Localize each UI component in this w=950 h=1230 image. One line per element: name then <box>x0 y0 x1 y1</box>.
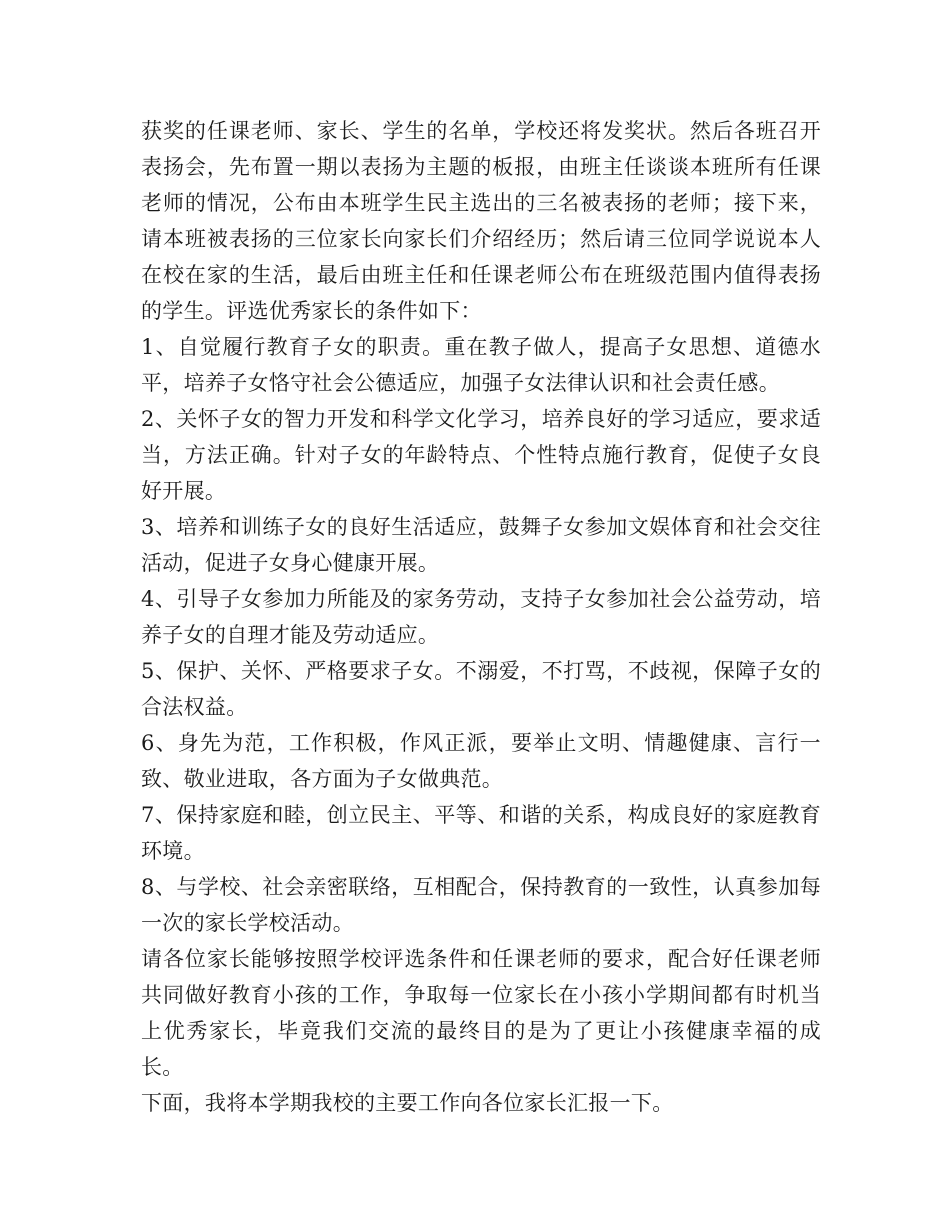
intro-paragraph: 获奖的任课老师、家长、学生的名单，学校还将发奖状。然后各班召开表扬会，先布置一期以表扬为主题的板报，由班主任谈谈本班所有任课老师的情况，公布由本班学生民主选出的三名被表扬的老师；接下来，请本班被表扬的三位家长向家长们介绍经历；然后请三位同学说说本人在校在家的生活，最后由班主任和任课老师公布在班级范围内值得表扬的学生。评选优秀家长的条件如下： <box>141 119 821 323</box>
criterion-8: 8、与学校、社会亲密联络，互相配合，保持教育的一致性，认真参加每一次的家长学校活动。 <box>141 875 821 935</box>
criterion-2: 2、关怀子女的智力开发和科学文化学习，培养良好的学习适应，要求适当，方法正确。针对子女的年龄特点、个性特点施行教育，促使子女良好开展。 <box>141 407 821 503</box>
criterion-4: 4、引导子女参加力所能及的家务劳动，支持子女参加社会公益劳动，培养子女的自理才能及劳动适应。 <box>141 587 821 647</box>
closing-paragraph: 下面，我将本学期我校的主要工作向各位家长汇报一下。 <box>141 1091 674 1115</box>
criterion-7: 7、保持家庭和睦，创立民主、平等、和谐的关系，构成良好的家庭教育环境。 <box>141 803 821 863</box>
document-page <box>141 113 821 1121</box>
criterion-1: 1、自觉履行教育子女的职责。重在教子做人，提高子女思想、道德水平，培养子女恪守社会公德适应，加强子女法律认识和社会责任感。 <box>141 335 821 395</box>
appeal-paragraph: 请各位家长能够按照学校评选条件和任课老师的要求，配合好任课老师共同做好教育小孩的工作，争取每一位家长在小孩小学期间都有时机当上优秀家长，毕竟我们交流的最终目的是为了更让小孩健康幸福的成长。 <box>141 947 821 1079</box>
criterion-5: 5、保护、关怀、严格要求子女。不溺爱，不打骂，不歧视，保障子女的合法权益。 <box>141 659 821 719</box>
criterion-6: 6、身先为范，工作积极，作风正派，要举止文明、情趣健康、言行一致、敬业进取，各方面为子女做典范。 <box>141 731 821 791</box>
criterion-3: 3、培养和训练子女的良好生活适应，鼓舞子女参加文娱体育和社会交往活动，促进子女身心健康开展。 <box>141 515 821 575</box>
